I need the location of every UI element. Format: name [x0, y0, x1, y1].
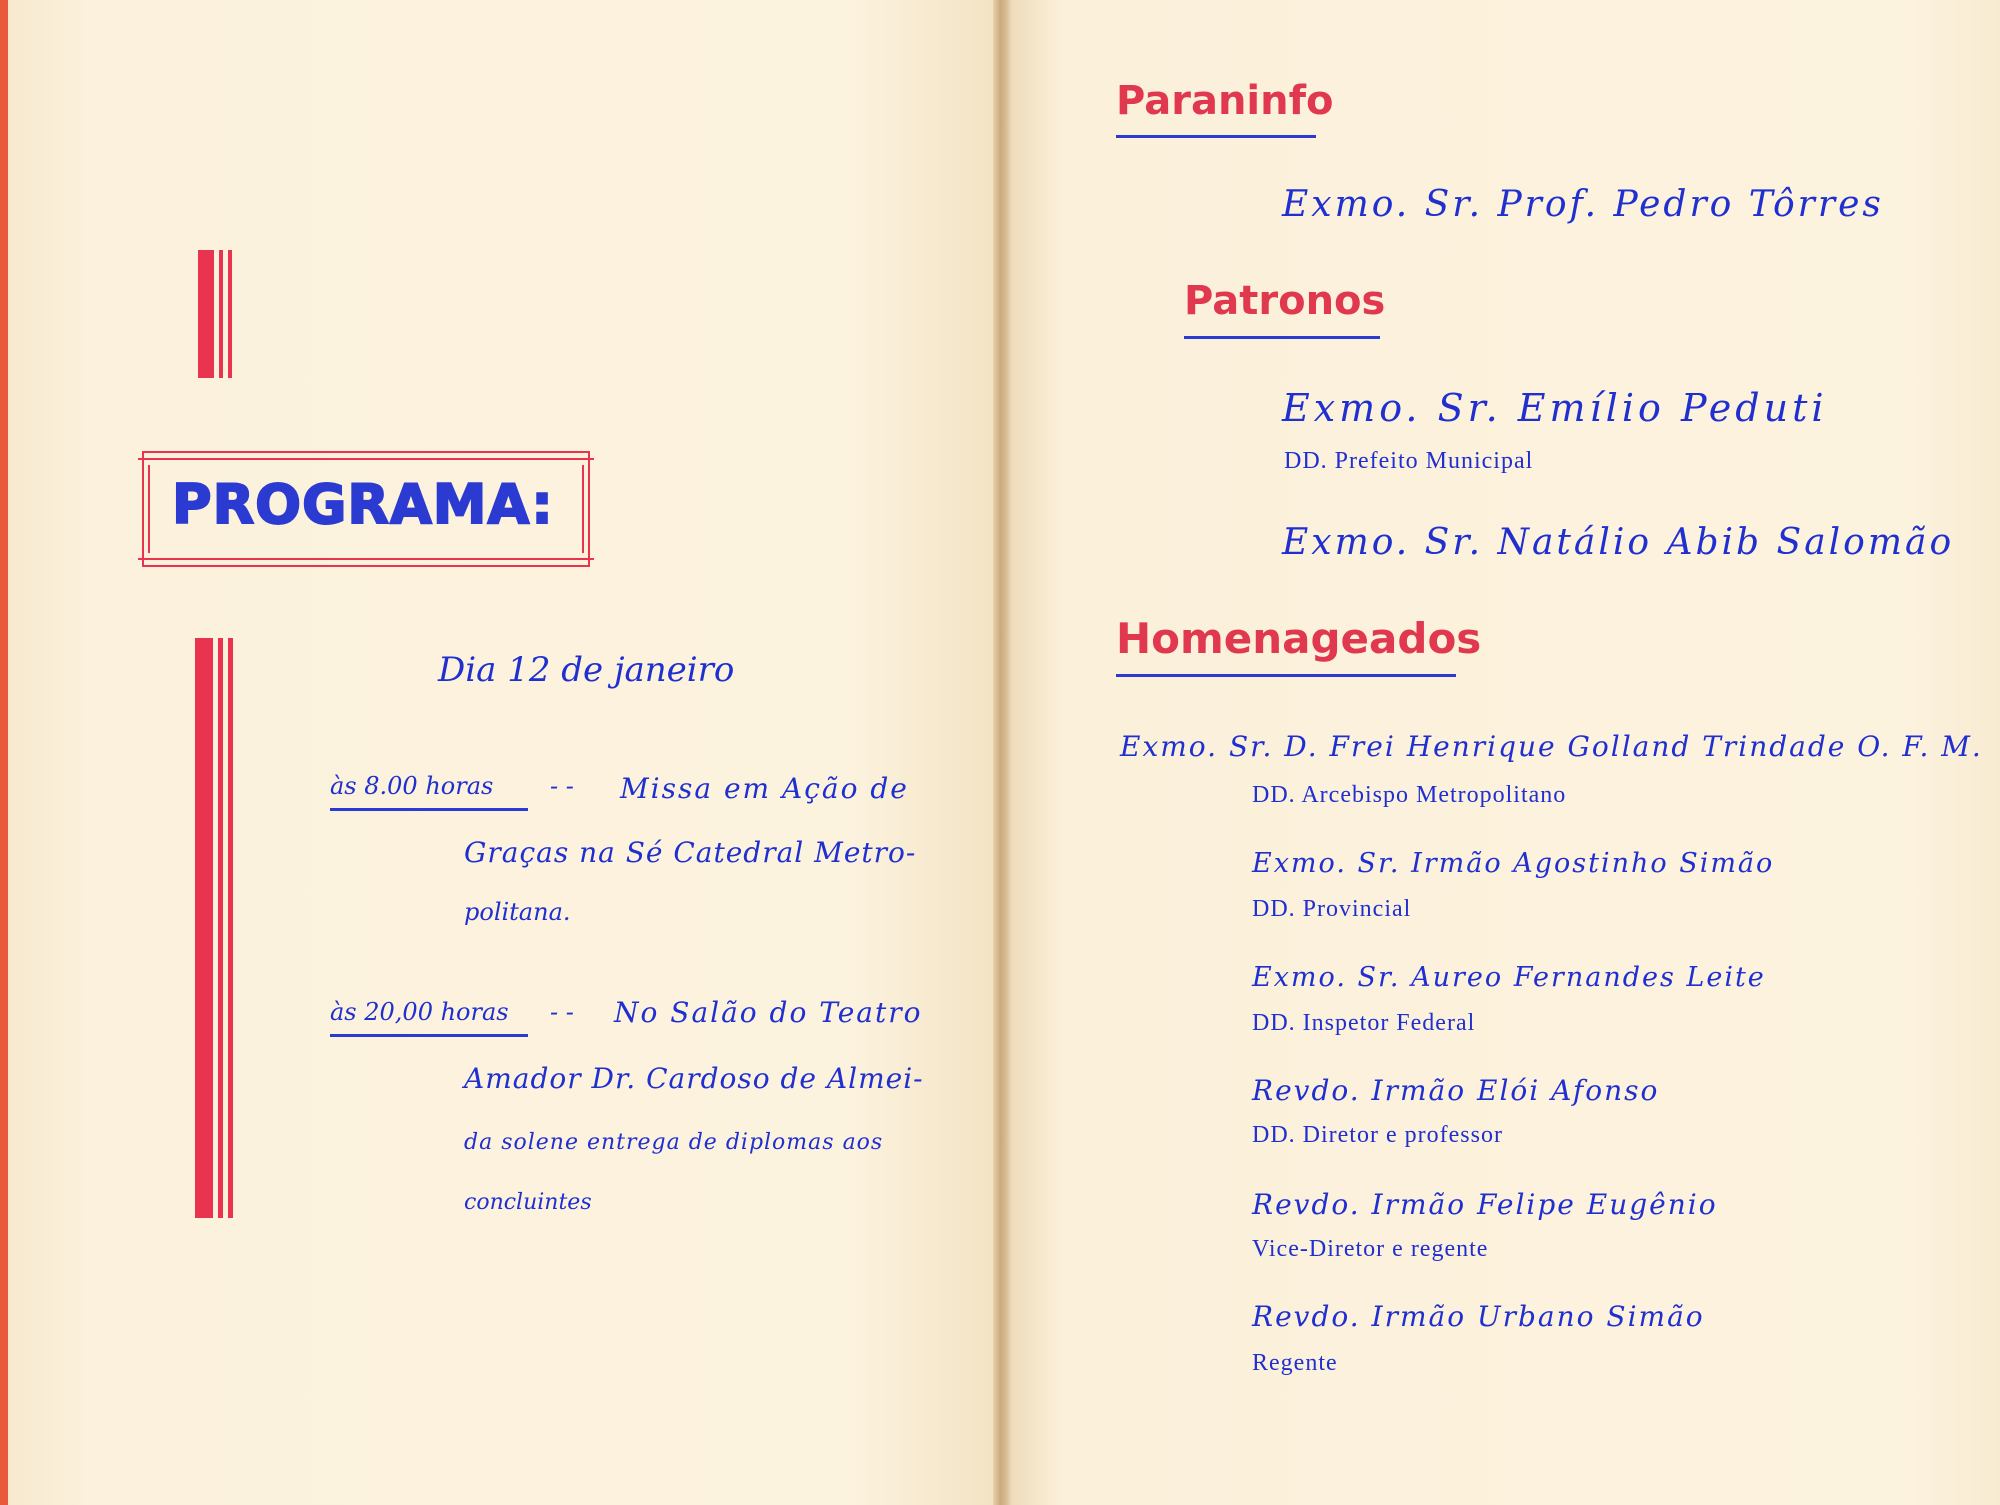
program-date: Dia 12 de janeiro: [438, 650, 735, 690]
patrono-1-role: DD. Prefeito Municipal: [1284, 448, 1534, 474]
paraninfo-underline: [1116, 135, 1316, 138]
event-1-line-3: politana.: [464, 898, 571, 926]
event-2-line-2: Amador Dr. Cardoso de Almei-: [464, 1062, 924, 1095]
event-1-dash: - -: [550, 772, 574, 800]
heading-paraninfo: Paraninfo: [1116, 78, 1334, 124]
homenageados-underline: [1116, 674, 1456, 677]
event-2-line-3: da solene entrega de diplomas aos: [464, 1130, 884, 1155]
event-1-line-1: Missa em Ação de: [620, 772, 909, 805]
left-page: [8, 0, 993, 1505]
homenageado-4-role: DD. Diretor e professor: [1252, 1122, 1503, 1148]
event-1-line-2: Graças na Sé Catedral Metro-: [464, 836, 917, 869]
patrono-2-name: Exmo. Sr. Natálio Abib Salomão: [1282, 522, 1955, 563]
paraninfo-name: Exmo. Sr. Prof. Pedro Tôrres: [1282, 184, 1884, 225]
homenageado-3-role: DD. Inspetor Federal: [1252, 1010, 1476, 1036]
homenageado-4-name: Revdo. Irmão Elói Afonso: [1252, 1074, 1660, 1107]
book-spine: [993, 0, 1012, 1505]
event-1-time-underline: [330, 808, 528, 811]
heading-patronos: Patronos: [1184, 278, 1386, 324]
event-1-time: às 8.00 horas: [330, 772, 494, 800]
homenageado-3-name: Exmo. Sr. Aureo Fernandes Leite: [1252, 962, 1766, 993]
red-bar-ornament-side: [195, 638, 233, 1218]
homenageado-1-name: Exmo. Sr. D. Frei Henrique Golland Trindade O. F. M.: [1120, 730, 1983, 763]
event-2-line-1: No Salão do Teatro: [614, 996, 923, 1029]
homenageado-6-name: Revdo. Irmão Urbano Simão: [1252, 1300, 1705, 1333]
event-2-dash: - -: [550, 998, 574, 1026]
homenageado-2-role: DD. Provincial: [1252, 896, 1412, 922]
red-bar-ornament-top: [198, 250, 232, 378]
homenageado-2-name: Exmo. Sr. Irmão Agostinho Simão: [1252, 848, 1775, 879]
homenageado-5-role: Vice-Diretor e regente: [1252, 1236, 1489, 1262]
programa-frame: [142, 451, 590, 567]
programa-title: PROGRAMA:: [172, 473, 554, 536]
patronos-underline: [1184, 336, 1380, 339]
right-page: [1012, 0, 2000, 1505]
homenageado-6-role: Regente: [1252, 1350, 1338, 1376]
event-2-line-4: concluintes: [464, 1190, 592, 1215]
event-2-time-underline: [330, 1034, 528, 1037]
heading-homenageados: Homenageados: [1116, 614, 1482, 663]
homenageado-5-name: Revdo. Irmão Felipe Eugênio: [1252, 1188, 1718, 1221]
homenageado-1-role: DD. Arcebispo Metropolitano: [1252, 782, 1567, 808]
patrono-1-name: Exmo. Sr. Emílio Peduti: [1282, 386, 1828, 430]
event-2-time: às 20,00 horas: [330, 998, 509, 1026]
